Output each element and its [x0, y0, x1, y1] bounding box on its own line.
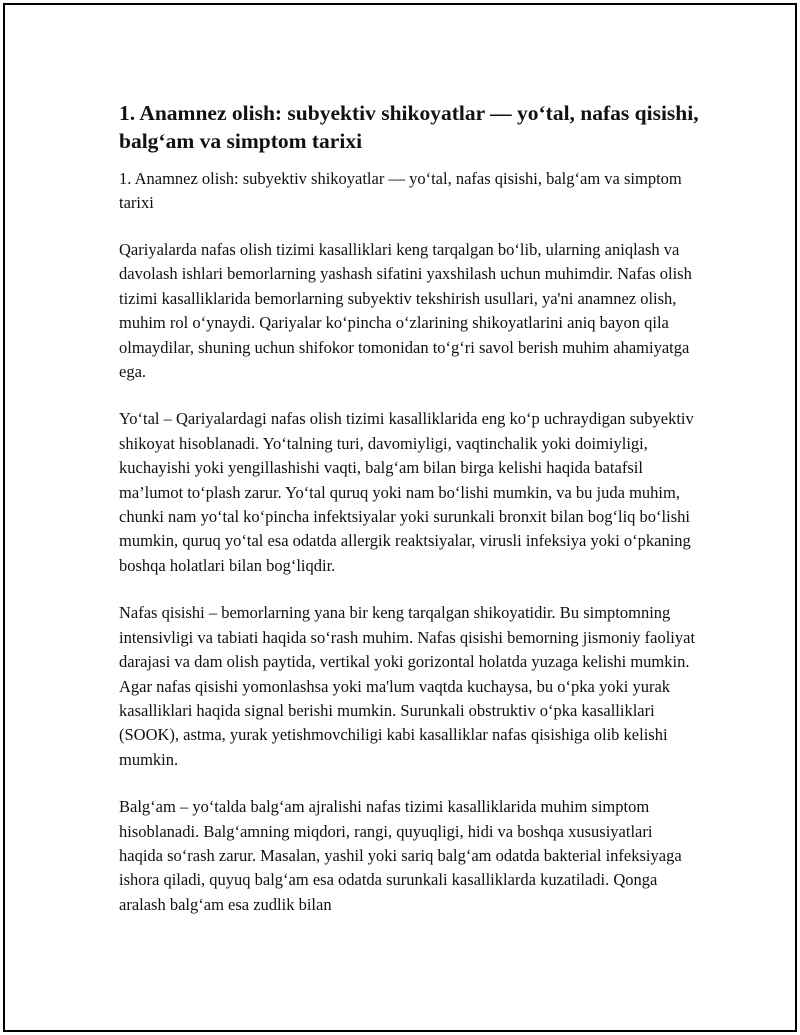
paragraph-dyspnea: Nafas qisishi – bemorlarning yana bir keng tarqalgan shikoyatidir. Bu simptomning intensivligi va tabiati haqida so‘rash muhim. Nafas qisishi bemorning jismoniy faoliyat darajasi va dam olish paytida, vertikal yoki gorizontal holatda yuzaga kelishi mumkin. Agar nafas qisishi yomonlashsa yoki ma'lum vaqtda kuchaysa, bu o‘pka yoki yurak kasalliklari haqida signal berishi mumkin. Surunkali obstruktiv o‘pka kasalliklari (SOOK), astma, yurak yetishmovchiligi kabi kasalliklar nafas qisishiga olib kelishi mumkin. — [119, 603, 696, 769]
paragraph-cough: Yo‘tal – Qariyalardagi nafas olish tizimi kasalliklarida eng ko‘p uchraydigan subyektiv shikoyat hisoblanadi. Yo‘talning turi, davomiyligi, vaqtinchalik yoki doimiyligi, kuchayishi yoki yengillashishi vaqti, balg‘am bilan birga kelishi haqida batafsil ma’lumot to‘plash zarur. Yo‘tal quruq yoki nam bo‘lishi mumkin, va bu juda muhim, chunki nam yo‘tal ko‘pincha infektsiyalar yoki surunkali bronxit bilan bog‘liq bo‘lishi mumkin, quruq yo‘tal esa odatda allergik reaktsiyalar, virusli infeksiya yoki o‘pkaning boshqa holatlari bilan bog‘liqdir. — [119, 409, 694, 575]
document-body — [119, 99, 699, 940]
paragraph-sputum: Balg‘am – yo‘talda balg‘am ajralishi nafas tizimi kasalliklarida muhim simptom hisoblanadi. Balg‘amning miqdori, rangi, quyuqligi, hidi va boshqa xususiyatlari haqida so‘rash zarur. Masalan, yashil yoki sariq balg‘am odatda bakterial infeksiyaga ishora qiladi, quyuq balg‘am esa odatda surunkali kasalliklarda kuzatiladi. Qonga aralash balg‘am esa zudlik bilan — [119, 797, 682, 914]
paragraph-intro: Qariyalarda nafas olish tizimi kasalliklari keng tarqalgan bo‘lib, ularning aniqlash va davolash ishlari bemorlarning yashash sifatini yaxshilash uchun muhimdir. Nafas olish tizimi kasalliklarida bemorlarning subyektiv tekshirish usullari, ya'ni anamnez olish, muhim rol o‘ynaydi. Qariyalar ko‘pincha o‘zlarining shikoyatlarini aniq bayon qila olmaydilar, shuning uchun shifokor tomonidan to‘g‘ri savol berish muhim ahamiyatga ega. — [119, 240, 692, 382]
document-subtitle: 1. Anamnez olish: subyektiv shikoyatlar — yo‘tal, nafas qisishi, balg‘am va simptom tarixi — [119, 169, 682, 212]
page-frame — [3, 3, 797, 1032]
document-title: 1. Anamnez olish: subyektiv shikoyatlar — yo‘tal, nafas qisishi, balg‘am va simptom tarixi — [119, 101, 699, 153]
